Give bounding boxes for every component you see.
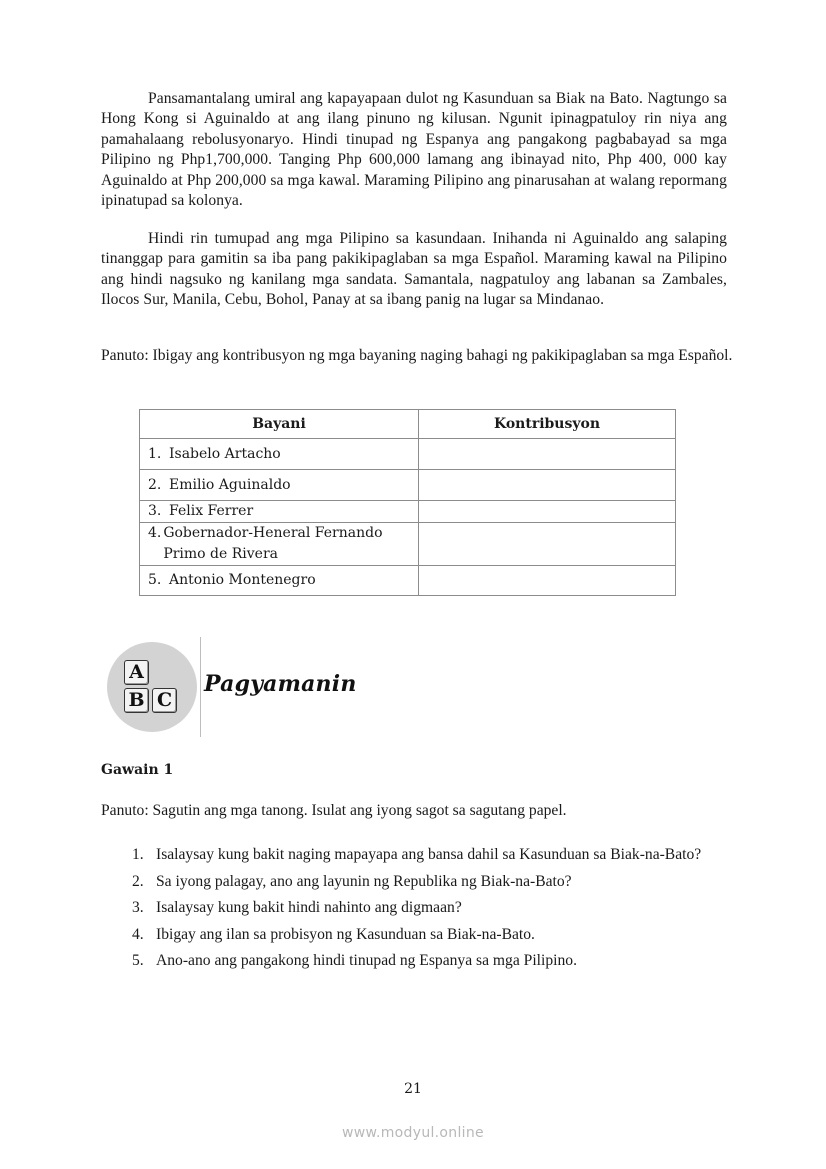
question-text: Sa iyong palagay, ano ang layunin ng Republika ng Biak-na-Bato?: [156, 872, 572, 890]
table-row: [140, 439, 676, 470]
page-number: 21: [404, 1081, 422, 1097]
paragraph-labanan: Hindi rin tumupad ang mga Pilipino sa kasundaan. Inihanda ni Aguinaldo ang salaping tinanggap para gamitin sa iba pang pakikipaglaban sa mga Español. Maraming kawal na Pilipino ang hindi nagsuko ng kanilang mga sandata. Samantala, nagpatuloy ang labanan sa Zambales, Ilocos Sur, Manila, Cebu, Bohol, Panay at sa ibang panig na lugar sa Mindanao.: [101, 230, 727, 309]
section-divider: [200, 637, 201, 737]
letter-block-a: A: [124, 660, 149, 685]
hero-cell: [140, 501, 419, 523]
instruction-gawain: Panuto: Sagutin ang mga tanong. Isulat ang iyong sagot sa sagutang papel.: [101, 802, 567, 819]
header-kontribusyon: Kontribusyon: [419, 410, 676, 439]
question-item: [132, 948, 722, 975]
letter-block-b: B: [124, 688, 149, 713]
row-number: 2.: [148, 476, 162, 493]
question-number: 3.: [132, 899, 144, 916]
hero-cell: [140, 470, 419, 501]
hero-cell: [140, 439, 419, 470]
table-header-row: [140, 410, 676, 439]
hero-cell: [140, 523, 419, 566]
section-title: Pagyamanin: [204, 671, 357, 697]
hero-name: Gobernador-Heneral Fernando Primo de Rivera: [163, 525, 383, 562]
instruction-bayani: Panuto: Ibigay ang kontribusyon ng mga bayaning naging bahagi ng pakikipaglaban sa mga Español.: [101, 347, 733, 364]
question-number: 4.: [132, 925, 144, 943]
question-number: 2.: [132, 872, 144, 890]
contribution-cell[interactable]: [419, 439, 676, 470]
question-number: 5.: [132, 952, 144, 969]
contribution-cell[interactable]: [419, 523, 676, 566]
question-item: [132, 895, 722, 922]
watermark-link[interactable]: www.modyul.online: [342, 1125, 484, 1141]
question-text: Ano-ano ang pangakong hindi tinupad ng Espanya sa mga Pilipino.: [156, 952, 577, 969]
hero-name: Isabelo Artacho: [169, 445, 281, 462]
table-row: [140, 523, 676, 566]
question-item: [132, 922, 722, 949]
table-row: [140, 566, 676, 596]
hero-name: Antonio Montenegro: [169, 572, 316, 588]
row-number: 4.: [148, 525, 162, 541]
question-text: Isalaysay kung bakit naging mapayapa ang bansa dahil sa Kasunduan sa Biak-na-Bato?: [156, 846, 702, 863]
contribution-cell[interactable]: [419, 566, 676, 596]
question-number: 1.: [132, 846, 144, 863]
hero-cell: [140, 566, 419, 596]
hero-name: Felix Ferrer: [169, 503, 254, 519]
letter-block-c: C: [152, 688, 177, 713]
paragraph-kasunduan: Pansamantalang umiral ang kapayapaan dulot ng Kasunduan sa Biak na Bato. Nagtungo sa Hong Kong si Aguinaldo at ang ilang pinuno ng kilusan. Ngunit ipinagpatuloy rin niya ang pamahalaang rebolusyonaryo. Hindi tinupad ng Espanya ang pangakong pagbabayad sa mga Pilipino ng Php1,700,000. Tanging Php 600,000 lamang ang ibinayad nito, Php 400, 000 kay Aguinaldo at Php 200,000 sa mga kawal. Maraming Pilipino ang pinarusahan at walang repormang ipinatupad sa kolonya.: [101, 90, 727, 210]
question-item: [132, 869, 722, 896]
question-item: [132, 842, 722, 869]
row-number: 3.: [148, 503, 162, 519]
row-number: 5.: [148, 572, 162, 588]
question-text: Isalaysay kung bakit hindi nahinto ang digmaan?: [156, 899, 462, 916]
row-number: 1.: [148, 445, 162, 462]
table-row: [140, 501, 676, 523]
section-header-pagyamanin: [104, 637, 404, 737]
question-text: Ibigay ang ilan sa probisyon ng Kasunduan sa Biak-na-Bato.: [156, 925, 535, 943]
abc-blocks-icon: [107, 642, 197, 732]
activity-title: Gawain 1: [101, 762, 174, 778]
contribution-cell[interactable]: [419, 470, 676, 501]
header-bayani: Bayani: [140, 410, 419, 439]
hero-name: Emilio Aguinaldo: [169, 476, 291, 493]
table-row: [140, 470, 676, 501]
bayani-table: [139, 409, 676, 596]
question-list: [132, 842, 722, 975]
contribution-cell[interactable]: [419, 501, 676, 523]
